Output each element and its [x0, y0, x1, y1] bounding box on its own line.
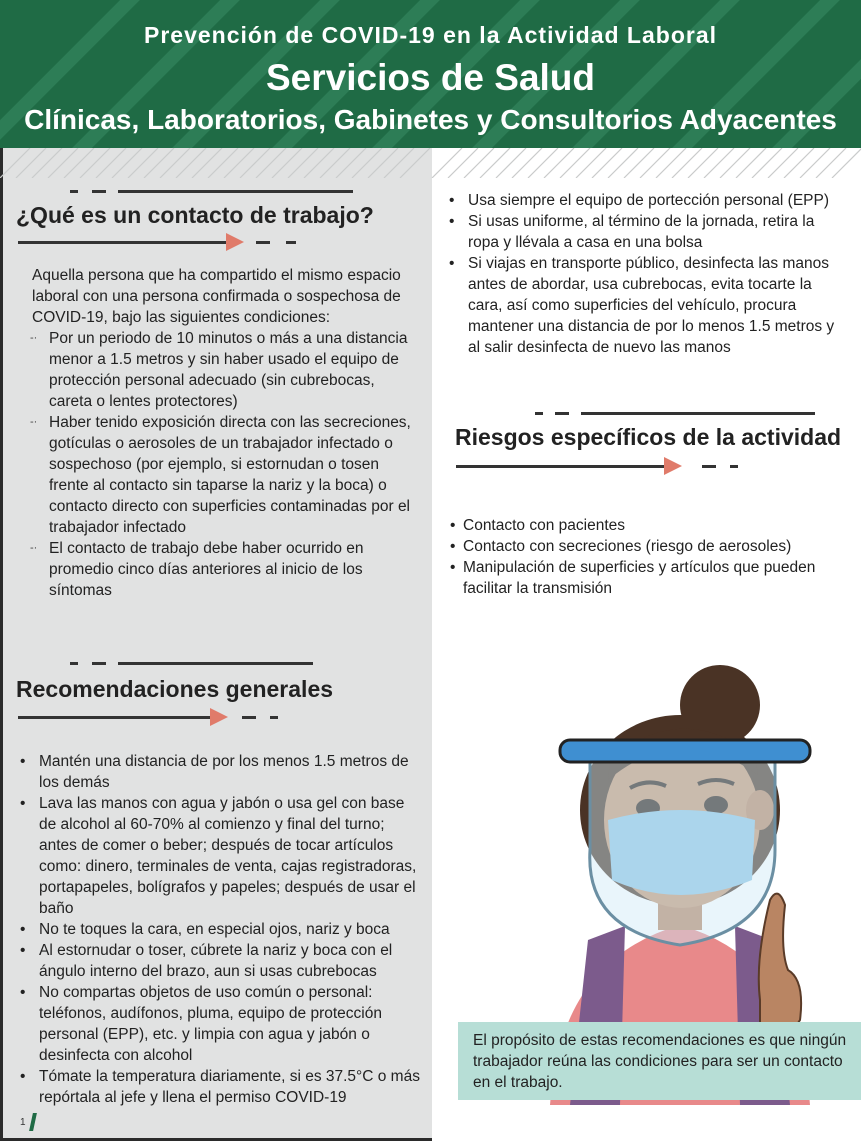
list-item	[450, 557, 845, 599]
heading-divider-bottom	[18, 233, 308, 247]
arrow-icon	[210, 708, 228, 726]
bullet-icon: •	[20, 1068, 26, 1085]
bullet-icon: •	[20, 942, 26, 959]
list-item-text: No te toques la cara, en especial ojos, nariz y boca	[39, 921, 390, 938]
header-line-1: Prevención de COVID-19 en la Actividad Laboral	[143, 22, 718, 48]
heading-que-es-contacto: ¿Qué es un contacto de trabajo?	[16, 202, 374, 228]
heading-divider-top	[70, 657, 320, 671]
bullet-icon: •	[450, 538, 456, 555]
list-item	[30, 538, 417, 601]
bullet-icon: •	[20, 984, 26, 1001]
list-item-text: Si usas uniforme, al término de la jornada, retira la ropa y llévala a casa en una bolsa	[468, 213, 815, 251]
bullet-icon: •	[450, 559, 456, 576]
list-item-text: Manipulación de superficies y artículos que pueden facilitar la transmisión	[463, 559, 816, 597]
list-item-text: Por un periodo de 10 minutos o más a una distancia menor a 1.5 metros y sin haber usado el equipo de protección personal adecuado (sin cubrebocas, careta o lentes protectores)	[49, 330, 408, 410]
list-item	[449, 190, 844, 211]
dash-bullet-icon: -·	[30, 542, 38, 554]
heading-divider-bottom	[18, 708, 288, 722]
contacto-intro: Aquella persona que ha compartido el mismo espacio laboral con una persona confirmada o sospechosa de COVID-19, bajo las siguientes condiciones:	[32, 267, 401, 326]
list-item	[20, 982, 420, 1066]
list-item-text: Mantén una distancia de por los menos 1.5 metros de los demás	[39, 753, 409, 791]
recomendaciones-list	[20, 751, 420, 1108]
list-item-text: Al estornudar o toser, cúbrete la nariz y boca con el ángulo interno del brazo, aun si usas cubrebocas	[39, 942, 393, 980]
list-item-text: El contacto de trabajo debe haber ocurrido en promedio cinco días anteriores al inicio de los síntomas	[49, 540, 364, 599]
bullet-icon: •	[449, 192, 455, 209]
contacto-body	[32, 265, 417, 601]
list-item-text: Haber tenido exposición directa con las secreciones, gotículas o aerosoles de un trabajador infectado o sospechoso (por ejemplo, si estornudan o tosen frente al contacto sin taparse la nariz y la boca) o contacto directo con superficies contaminadas por el trabajador infectado	[49, 414, 411, 536]
callout-box	[458, 1022, 861, 1100]
page-number: 1	[20, 1117, 26, 1128]
list-item	[449, 211, 844, 253]
bullet-icon: •	[449, 213, 455, 230]
riesgos-list	[450, 515, 845, 599]
list-item	[20, 919, 420, 940]
list-item-text: Si viajas en transporte público, desinfecta las manos antes de abordar, usa cubrebocas, evita tocarte la cara, así como superficies del vehículo, procura mantener una distancia de por lo menos 1.5 metros y al salir desinfecta de nuevo las manos	[468, 255, 835, 356]
dash-bullet-icon: -·	[30, 332, 38, 344]
list-item	[30, 328, 417, 412]
list-item-text: Tómate la temperatura diariamente, si es 37.5°C o más repórtala al jefe y llena el permiso COVID-19	[39, 1068, 420, 1106]
list-item	[20, 793, 420, 919]
bullet-icon: •	[449, 255, 455, 272]
list-item-text: No compartas objetos de uso común o personal: teléfonos, audífonos, pluma, equipo de protección personal (EPP), etc. y limpia con agua y jabón o desinfecta con alcohol	[39, 984, 382, 1064]
list-item-text: Usa siempre el equipo de portección personal (EPP)	[468, 192, 829, 209]
list-item	[450, 515, 845, 536]
heading-riesgos: Riesgos específicos de la actividad	[455, 424, 842, 450]
dash-bullet-icon: -·	[30, 416, 38, 428]
list-item	[20, 1066, 420, 1108]
bullet-icon: •	[20, 795, 26, 812]
callout-text: El propósito de estas recomendaciones es que ningún trabajador reúna las condiciones para ser un contacto en el trabajo.	[473, 1032, 847, 1091]
hatch-band	[0, 148, 861, 178]
bullet-icon: •	[20, 753, 26, 770]
arrow-icon	[226, 233, 244, 251]
list-item-text: Contacto con secreciones (riesgo de aerosoles)	[463, 538, 792, 555]
heading-divider-bottom	[456, 457, 746, 471]
list-item	[20, 751, 420, 793]
list-item	[449, 253, 844, 358]
left-border	[0, 148, 3, 1141]
list-item-text: Lava las manos con agua y jabón o usa gel con base de alcohol al 60-70% al comienzo y final del turno; antes de comer o beber; después de tocar artículos como: dinero, terminales de venta, cajas registradoras, portapapeles, bolígrafos y papeles; después de usar el baño	[39, 795, 417, 917]
bullet-icon: •	[450, 517, 456, 534]
bullet-icon: •	[20, 921, 26, 938]
heading-divider-top	[535, 407, 820, 421]
list-item-text: Contacto con pacientes	[463, 517, 625, 534]
header-subtitle: Clínicas, Laboratorios, Gabinetes y Consultorios Adyacentes	[24, 104, 837, 135]
list-item	[450, 536, 845, 557]
header-title: Servicios de Salud	[265, 57, 596, 98]
page-header	[0, 0, 861, 148]
continuacion-list	[449, 190, 844, 358]
list-item	[20, 940, 420, 982]
heading-recomendaciones: Recomendaciones generales	[16, 676, 334, 702]
list-item	[30, 412, 417, 538]
heading-divider-top	[70, 185, 355, 199]
arrow-icon	[664, 457, 682, 475]
